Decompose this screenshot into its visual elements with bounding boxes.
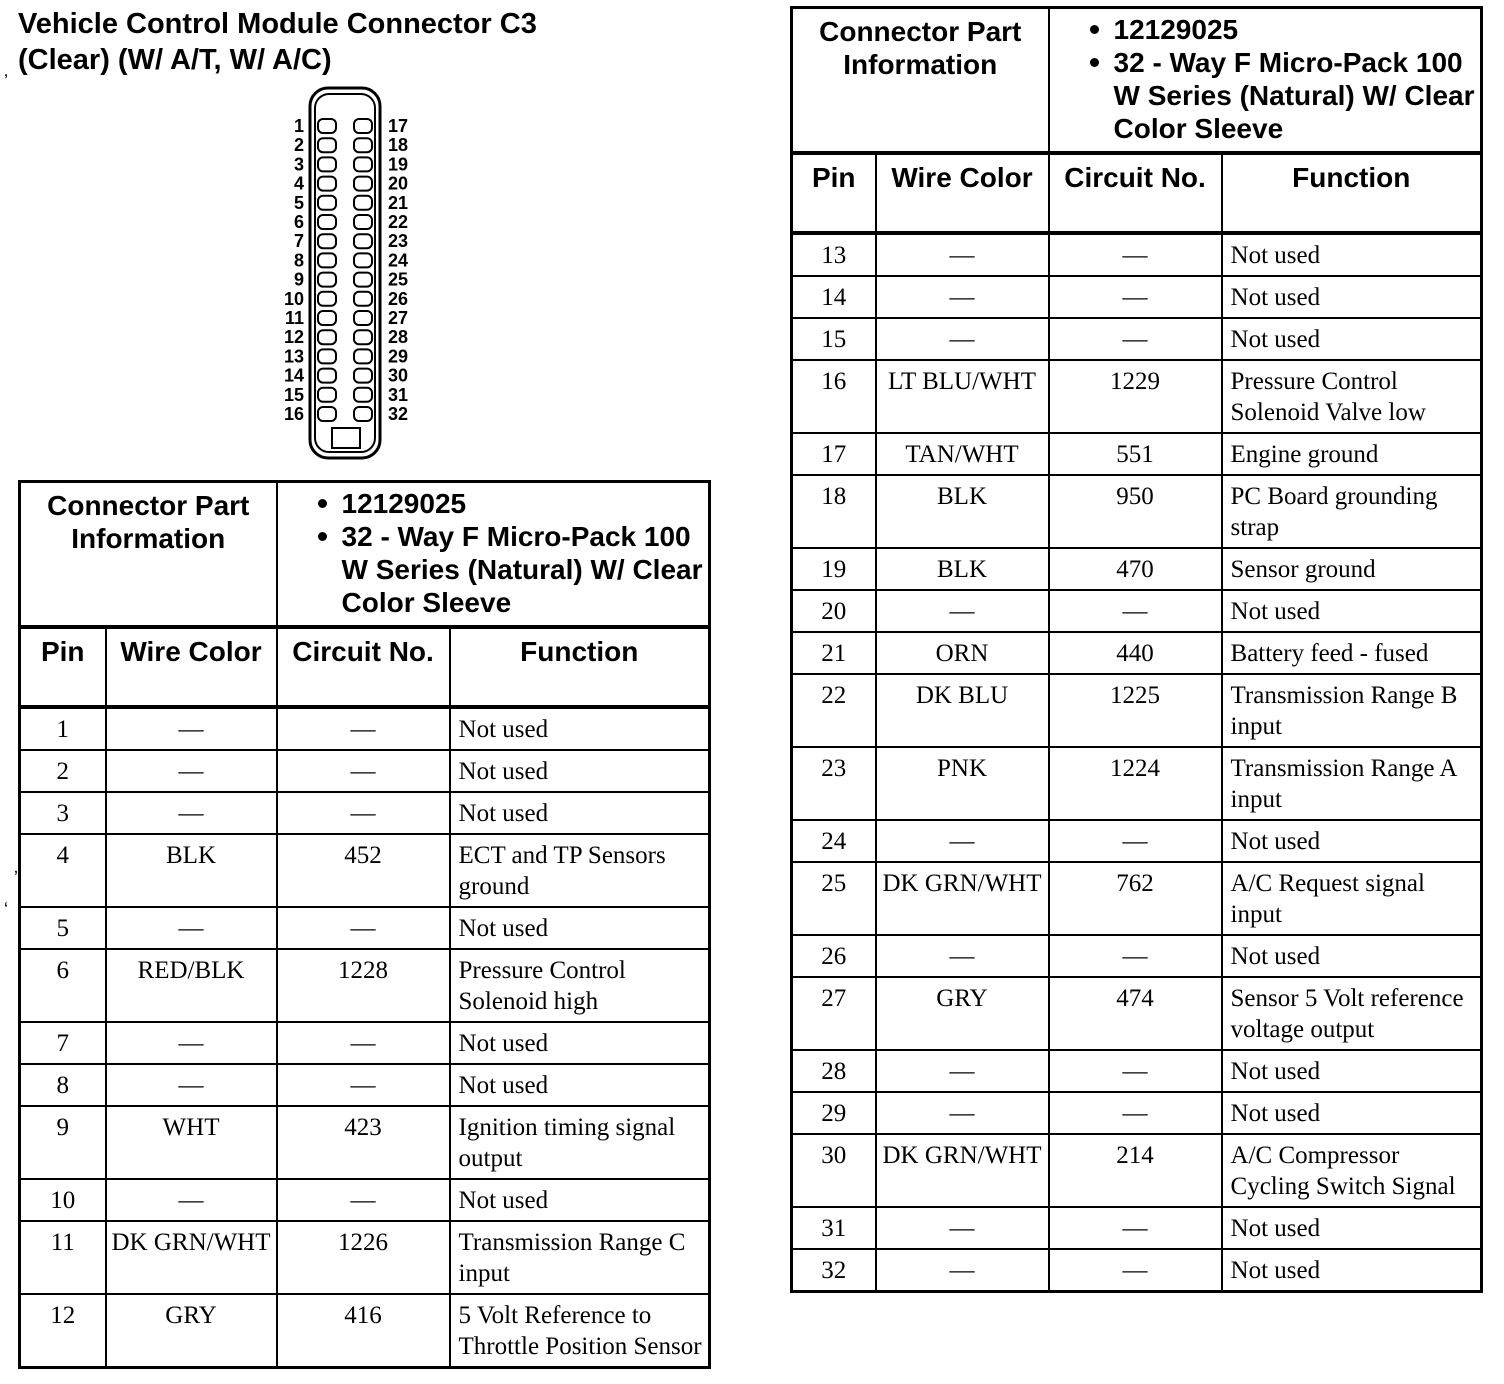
pin-cavity xyxy=(354,234,372,248)
wire-color-cell: BLK xyxy=(876,475,1049,548)
pin-cavity xyxy=(318,311,336,325)
pin-cavity xyxy=(354,330,372,344)
function-cell: Ignition timing signal output xyxy=(450,1106,710,1179)
pin-cell: 3 xyxy=(20,792,106,834)
table-row xyxy=(792,1249,1482,1292)
col-function: Function xyxy=(450,627,710,707)
pin-label-right: 20 xyxy=(388,173,409,194)
pin-cell: 29 xyxy=(792,1092,876,1134)
scan-mark-icon: ʼ xyxy=(14,868,18,888)
pin-cell: 15 xyxy=(792,318,876,360)
pin-cell: 32 xyxy=(792,1249,876,1292)
circuit-no-cell: 1226 xyxy=(277,1221,450,1294)
wire-color-cell: TAN/WHT xyxy=(876,433,1049,475)
function-cell: Pressure Control Solenoid Valve low xyxy=(1222,360,1482,433)
pin-cavity xyxy=(318,407,336,421)
table-row xyxy=(792,1134,1482,1207)
wire-color-cell: — xyxy=(106,707,277,750)
function-cell: Not used xyxy=(1222,1207,1482,1249)
table-row xyxy=(792,276,1482,318)
table-row xyxy=(792,1092,1482,1134)
pin-cell: 27 xyxy=(792,977,876,1050)
circuit-no-cell: 423 xyxy=(277,1106,450,1179)
function-cell: Not used xyxy=(450,750,710,792)
wire-color-cell: — xyxy=(106,750,277,792)
part-description: 32 - Way F Micro-Pack 100 W Series (Natural) W/ Clear Color Sleeve xyxy=(1080,46,1481,145)
pin-cell: 23 xyxy=(792,747,876,820)
table-row xyxy=(792,233,1482,276)
part-number: 12129025 xyxy=(1080,13,1481,46)
title-line-2: (Clear) (W/ A/T, W/ A/C) xyxy=(18,44,332,76)
scan-mark-icon: ʻ xyxy=(4,900,8,920)
pin-cell: 26 xyxy=(792,935,876,977)
pin-cell: 10 xyxy=(20,1179,106,1221)
circuit-no-cell: — xyxy=(277,750,450,792)
table-row xyxy=(20,907,710,949)
col-circuit-no: Circuit No. xyxy=(277,627,450,707)
circuit-no-cell: 551 xyxy=(1049,433,1222,475)
wire-color-cell: — xyxy=(876,1092,1049,1134)
pin-label-right: 29 xyxy=(388,346,409,367)
pin-label-left: 1 xyxy=(293,116,304,136)
wire-color-cell: — xyxy=(876,318,1049,360)
pin-cavity xyxy=(318,273,336,287)
pin-cavity xyxy=(318,196,336,210)
pin-label-left: 8 xyxy=(293,250,304,271)
pin-label-left: 7 xyxy=(293,231,304,252)
pin-label-right: 17 xyxy=(388,116,409,136)
pin-cell: 31 xyxy=(792,1207,876,1249)
circuit-no-cell: — xyxy=(1049,318,1222,360)
pin-label-left: 11 xyxy=(284,308,304,328)
circuit-no-cell: — xyxy=(1049,233,1222,276)
circuit-no-cell: 950 xyxy=(1049,475,1222,548)
pin-cavity xyxy=(318,157,336,171)
pin-cavity xyxy=(318,388,336,402)
circuit-no-cell: 470 xyxy=(1049,548,1222,590)
function-cell: Transmission Range A input xyxy=(1222,747,1482,820)
pin-cavity xyxy=(318,292,336,306)
function-cell: Not used xyxy=(1222,318,1482,360)
wire-color-cell: DK GRN/WHT xyxy=(876,1134,1049,1207)
wire-color-cell: — xyxy=(106,1064,277,1106)
function-cell: Not used xyxy=(1222,1249,1482,1292)
pin-cavity xyxy=(354,253,372,267)
function-cell: Not used xyxy=(450,907,710,949)
table-row xyxy=(792,674,1482,747)
pin-cell: 4 xyxy=(20,834,106,907)
pin-label-right: 27 xyxy=(388,308,409,328)
connector-info-label: Connector Part Information xyxy=(20,482,277,628)
col-wire-color: Wire Color xyxy=(106,627,277,707)
table-row xyxy=(792,475,1482,548)
table-row xyxy=(792,862,1482,935)
pin-label-right: 28 xyxy=(388,327,409,348)
connector-info-row xyxy=(792,8,1482,154)
table-row xyxy=(20,707,710,750)
pin-label-left: 9 xyxy=(293,269,304,290)
pin-cavity xyxy=(318,119,336,133)
pin-label-left: 12 xyxy=(283,327,304,348)
circuit-no-cell: 1224 xyxy=(1049,747,1222,820)
function-cell: PC Board grounding strap xyxy=(1222,475,1482,548)
wire-color-cell: BLK xyxy=(106,834,277,907)
pin-label-right: 22 xyxy=(388,212,409,232)
table-row xyxy=(792,977,1482,1050)
function-cell: Not used xyxy=(1222,1050,1482,1092)
title-line-1: Vehicle Control Module Connector C3 xyxy=(18,8,537,40)
table-row xyxy=(792,1050,1482,1092)
wire-color-cell: LT BLU/WHT xyxy=(876,360,1049,433)
circuit-no-cell: — xyxy=(1049,590,1222,632)
circuit-no-cell: 1225 xyxy=(1049,674,1222,747)
table-row xyxy=(792,820,1482,862)
table-row xyxy=(20,949,710,1022)
connector-info-row xyxy=(20,482,710,628)
wire-color-cell: PNK xyxy=(876,747,1049,820)
pin-label-right: 18 xyxy=(388,135,409,156)
circuit-no-cell: — xyxy=(277,907,450,949)
pin-cavity xyxy=(318,349,336,363)
function-cell: Not used xyxy=(450,1064,710,1106)
pin-cell: 20 xyxy=(792,590,876,632)
table-row xyxy=(792,433,1482,475)
pin-cell: 30 xyxy=(792,1134,876,1207)
wire-color-cell: — xyxy=(106,792,277,834)
function-cell: Sensor 5 Volt reference voltage output xyxy=(1222,977,1482,1050)
function-cell: ECT and TP Sensors ground xyxy=(450,834,710,907)
function-cell: Not used xyxy=(450,1179,710,1221)
table-row xyxy=(792,935,1482,977)
function-cell: Not used xyxy=(450,792,710,834)
pin-cell: 21 xyxy=(792,632,876,674)
circuit-no-cell: 452 xyxy=(277,834,450,907)
pin-label-left: 14 xyxy=(283,365,304,386)
function-cell: Pressure Control Solenoid high xyxy=(450,949,710,1022)
pin-cell: 11 xyxy=(20,1221,106,1294)
function-cell: 5 Volt Reference to Throttle Position Sensor xyxy=(450,1294,710,1368)
pin-cell: 28 xyxy=(792,1050,876,1092)
pin-cavity xyxy=(354,157,372,171)
part-info xyxy=(1049,8,1482,154)
table-row xyxy=(20,1294,710,1368)
circuit-no-cell: — xyxy=(1049,1207,1222,1249)
circuit-no-cell: 474 xyxy=(1049,977,1222,1050)
pin-cell: 6 xyxy=(20,949,106,1022)
pin-cavity xyxy=(354,311,372,325)
circuit-no-cell: — xyxy=(277,1064,450,1106)
pin-label-left: 15 xyxy=(283,384,304,405)
function-cell: Not used xyxy=(1222,233,1482,276)
pinout-table-right xyxy=(790,6,1483,1293)
pin-cell: 19 xyxy=(792,548,876,590)
pin-label-left: 3 xyxy=(293,154,304,175)
function-cell: Not used xyxy=(450,707,710,750)
pin-cell: 5 xyxy=(20,907,106,949)
page-title xyxy=(18,6,718,78)
col-circuit-no: Circuit No. xyxy=(1049,153,1222,233)
pin-cell: 13 xyxy=(792,233,876,276)
table-row xyxy=(792,590,1482,632)
wire-color-cell: — xyxy=(106,1179,277,1221)
pin-cell: 8 xyxy=(20,1064,106,1106)
table-row xyxy=(20,1179,710,1221)
table-row xyxy=(20,750,710,792)
part-info xyxy=(277,482,710,628)
table-row xyxy=(20,834,710,907)
col-wire-color: Wire Color xyxy=(876,153,1049,233)
pin-cell: 14 xyxy=(792,276,876,318)
circuit-no-cell: — xyxy=(277,1179,450,1221)
circuit-no-cell: — xyxy=(1049,1092,1222,1134)
function-cell: Engine ground xyxy=(1222,433,1482,475)
wire-color-cell: — xyxy=(876,820,1049,862)
pin-cell: 12 xyxy=(20,1294,106,1368)
wire-color-cell: ORN xyxy=(876,632,1049,674)
pin-cell: 17 xyxy=(792,433,876,475)
column-header-row xyxy=(20,627,710,707)
pin-cell: 7 xyxy=(20,1022,106,1064)
pin-label-left: 6 xyxy=(293,212,304,232)
pin-cavity xyxy=(318,330,336,344)
pin-cavity xyxy=(354,215,372,229)
part-description: 32 - Way F Micro-Pack 100 W Series (Natural) W/ Clear Color Sleeve xyxy=(308,520,709,619)
connector-face xyxy=(270,86,430,466)
circuit-no-cell: — xyxy=(277,707,450,750)
wire-color-cell: — xyxy=(876,233,1049,276)
pin-cavity xyxy=(318,177,336,191)
pin-cavity xyxy=(318,138,336,152)
wire-color-cell: — xyxy=(106,1022,277,1064)
function-cell: Transmission Range B input xyxy=(1222,674,1482,747)
pin-cavity xyxy=(318,215,336,229)
wire-color-cell: — xyxy=(876,276,1049,318)
pin-label-left: 4 xyxy=(293,173,304,194)
table-row xyxy=(20,1106,710,1179)
wire-color-cell: — xyxy=(876,935,1049,977)
table-row xyxy=(20,1022,710,1064)
pin-label-right: 25 xyxy=(388,269,409,290)
pin-cell: 18 xyxy=(792,475,876,548)
table-row xyxy=(792,318,1482,360)
pinout-table-left xyxy=(18,480,711,1369)
table-row xyxy=(792,1207,1482,1249)
pin-cavity xyxy=(354,388,372,402)
wire-color-cell: DK GRN/WHT xyxy=(876,862,1049,935)
wire-color-cell: — xyxy=(876,590,1049,632)
wire-color-cell: BLK xyxy=(876,548,1049,590)
table-row xyxy=(20,1221,710,1294)
wire-color-cell: — xyxy=(876,1249,1049,1292)
pin-cell: 9 xyxy=(20,1106,106,1179)
circuit-no-cell: 214 xyxy=(1049,1134,1222,1207)
function-cell: Sensor ground xyxy=(1222,548,1482,590)
circuit-no-cell: — xyxy=(1049,1249,1222,1292)
circuit-no-cell: 762 xyxy=(1049,862,1222,935)
pin-label-right: 26 xyxy=(388,288,409,309)
function-cell: Battery feed - fused xyxy=(1222,632,1482,674)
function-cell: A/C Request signal input xyxy=(1222,862,1482,935)
pin-cavity xyxy=(318,253,336,267)
pin-cavity xyxy=(354,196,372,210)
wire-color-cell: RED/BLK xyxy=(106,949,277,1022)
function-cell: A/C Compressor Cycling Switch Signal xyxy=(1222,1134,1482,1207)
pin-label-right: 32 xyxy=(388,404,409,424)
table-row xyxy=(792,548,1482,590)
wire-color-cell: — xyxy=(876,1207,1049,1249)
pin-label-right: 31 xyxy=(388,384,409,405)
pin-cell: 22 xyxy=(792,674,876,747)
connector-info-label: Connector Part Information xyxy=(792,8,1049,154)
pin-cavity xyxy=(354,177,372,191)
col-pin: Pin xyxy=(792,153,876,233)
part-number: 12129025 xyxy=(308,487,709,520)
scan-mark-icon: ‚ xyxy=(4,60,8,80)
function-cell: Not used xyxy=(1222,820,1482,862)
pin-label-right: 23 xyxy=(388,231,409,252)
pin-label-left: 16 xyxy=(283,404,304,424)
col-pin: Pin xyxy=(20,627,106,707)
pin-cavity xyxy=(354,292,372,306)
wire-color-cell: — xyxy=(876,1050,1049,1092)
table-row xyxy=(792,632,1482,674)
pin-cell: 2 xyxy=(20,750,106,792)
function-cell: Not used xyxy=(450,1022,710,1064)
pin-label-left: 5 xyxy=(293,192,304,213)
table-row xyxy=(792,360,1482,433)
circuit-no-cell: — xyxy=(1049,276,1222,318)
circuit-no-cell: — xyxy=(1049,820,1222,862)
circuit-no-cell: 1229 xyxy=(1049,360,1222,433)
pin-label-right: 21 xyxy=(388,192,409,213)
connector-diagram xyxy=(270,86,430,466)
function-cell: Transmission Range C input xyxy=(450,1221,710,1294)
pin-cavity xyxy=(318,369,336,383)
pin-cell: 24 xyxy=(792,820,876,862)
circuit-no-cell: 416 xyxy=(277,1294,450,1368)
function-cell: Not used xyxy=(1222,1092,1482,1134)
pin-label-right: 30 xyxy=(388,365,409,386)
table-row xyxy=(20,792,710,834)
wire-color-cell: GRY xyxy=(106,1294,277,1368)
circuit-no-cell: 440 xyxy=(1049,632,1222,674)
col-function: Function xyxy=(1222,153,1482,233)
wire-color-cell: DK BLU xyxy=(876,674,1049,747)
pin-cavity xyxy=(354,369,372,383)
function-cell: Not used xyxy=(1222,590,1482,632)
table-row xyxy=(792,747,1482,820)
circuit-no-cell: — xyxy=(1049,935,1222,977)
pin-cell: 16 xyxy=(792,360,876,433)
pin-label-right: 19 xyxy=(388,154,409,175)
pin-cavity xyxy=(354,407,372,421)
table-row xyxy=(20,1064,710,1106)
pin-cavity xyxy=(318,234,336,248)
pin-cell: 25 xyxy=(792,862,876,935)
pin-cavity xyxy=(354,138,372,152)
circuit-no-cell: — xyxy=(277,792,450,834)
pin-cavity xyxy=(354,273,372,287)
circuit-no-cell: 1228 xyxy=(277,949,450,1022)
column-header-row xyxy=(792,153,1482,233)
wire-color-cell: DK GRN/WHT xyxy=(106,1221,277,1294)
wire-color-cell: GRY xyxy=(876,977,1049,1050)
pin-label-left: 10 xyxy=(283,288,304,309)
wire-color-cell: WHT xyxy=(106,1106,277,1179)
function-cell: Not used xyxy=(1222,935,1482,977)
pin-cavity xyxy=(354,119,372,133)
pin-label-right: 24 xyxy=(388,250,409,271)
connector-latch xyxy=(332,428,360,448)
pin-label-left: 2 xyxy=(293,135,304,156)
pin-label-left: 13 xyxy=(283,346,304,367)
wire-color-cell: — xyxy=(106,907,277,949)
circuit-no-cell: — xyxy=(277,1022,450,1064)
circuit-no-cell: — xyxy=(1049,1050,1222,1092)
function-cell: Not used xyxy=(1222,276,1482,318)
pin-cell: 1 xyxy=(20,707,106,750)
pin-cavity xyxy=(354,349,372,363)
